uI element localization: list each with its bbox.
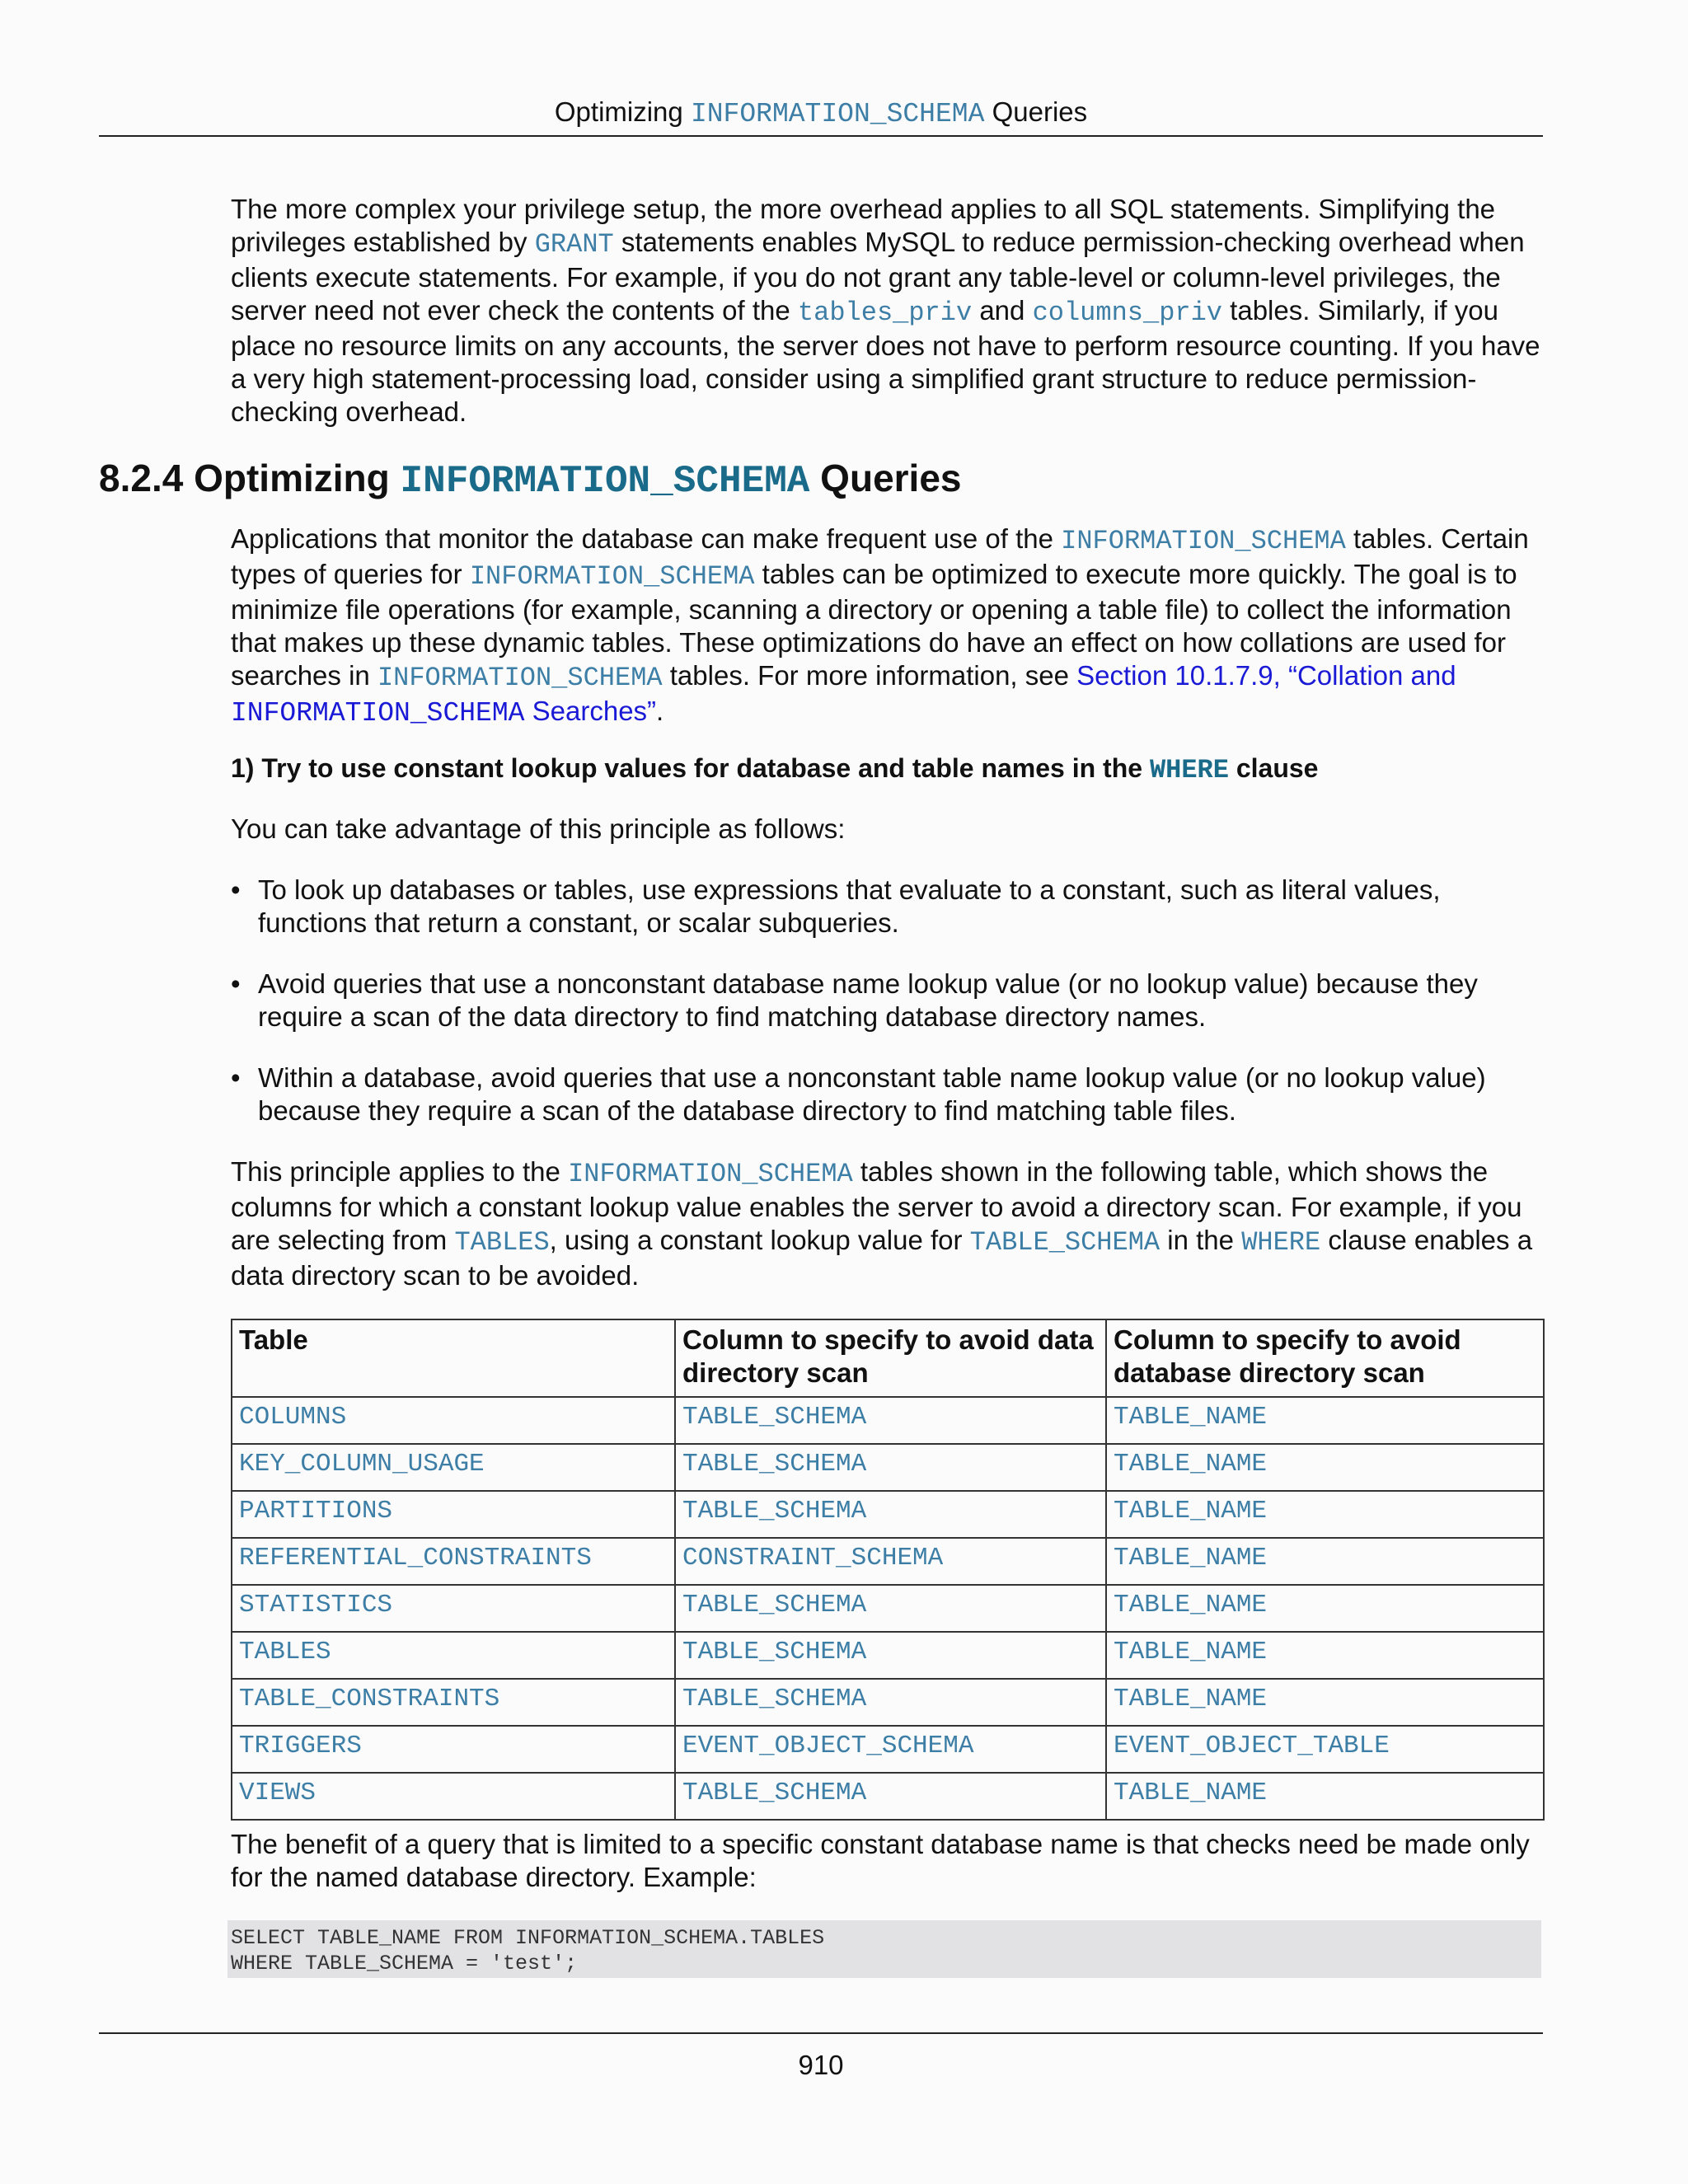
table-header-row [232,1319,1544,1397]
table-cell: PARTITIONS [232,1491,675,1538]
link-code: INFORMATION_SCHEMA [231,698,525,729]
running-header-post: Queries [984,96,1088,127]
intro-text-1: The more complex your privilege setup, the more overhead applies to all SQL statements. Simplifying the privileges established by [231,194,1496,257]
intro-text-3: and [972,295,1033,326]
table-row [232,1632,1544,1679]
code-where: WHERE [1149,755,1229,785]
table-cell: TABLE_SCHEMA [675,1773,1106,1820]
header-data-dir-column: Column to specify to avoid data directory scan [675,1319,1106,1397]
principle-list [231,874,1543,940]
table-row [232,1444,1544,1491]
para4-text-3: , using a constant lookup value for [549,1225,970,1255]
header-db-dir-column: Column to specify to avoid database directory scan [1106,1319,1544,1397]
principle-heading-post: clause [1228,753,1319,783]
page-number: 910 [798,2050,844,2080]
para2-text-4: tables. For more information, see [662,660,1077,691]
list-item [231,1062,1543,1127]
table-row [232,1397,1544,1444]
code-columns-priv: columns_priv [1032,298,1222,328]
table-cell: TRIGGERS [232,1726,675,1773]
table-cell: VIEWS [232,1773,675,1820]
list-item [231,874,1543,940]
intro-text-2: statements enables MySQL to reduce permission-checking overhead when clients execute statements. For example, if you do not grant any table-level or column-level privileges, the server need not ever check the contents of the [231,227,1525,326]
code-information-schema: INFORMATION_SCHEMA [1061,526,1346,556]
para2-text-3: tables can be optimized to execute more quickly. The goal is to minimize file operations (for example, scanning a directory or opening a table file) to collect the information that makes up these dynamic tables. These optimizations do have an effect on how collations are used for searches in [231,559,1517,691]
bullet-marker: • [231,968,241,999]
code-information-schema: INFORMATION_SCHEMA [377,663,663,693]
header-table: Table [232,1319,675,1397]
list-item-text: To look up databases or tables, use expressions that evaluate to a constant, such as literal values, functions that return a constant, or scalar subqueries. [258,874,1441,938]
section-heading [99,452,962,508]
para4-text-1: This principle applies to the [231,1156,569,1187]
section-heading-post: Queries [809,457,962,499]
running-header-pre: Optimizing [554,96,691,127]
table-cell: TABLE_SCHEMA [675,1632,1106,1679]
lookup-columns-table [231,1319,1545,1821]
table-cell: COLUMNS [232,1397,675,1444]
principle-heading-pre: 1) Try to use constant lookup values for database and table names in the [231,753,1150,783]
table-cell: TABLE_SCHEMA [675,1444,1106,1491]
intro-paragraph [231,193,1543,429]
benefit-paragraph: The benefit of a query that is limited to a specific constant database name is that checks need be made only for the named database directory. Example: [231,1829,1530,1892]
table-row [232,1585,1544,1632]
table-cell: TABLE_SCHEMA [675,1397,1106,1444]
list-item [231,968,1543,1033]
code-example: SELECT TABLE_NAME FROM INFORMATION_SCHEMA.TABLES WHERE TABLE_SCHEMA = 'test'; [227,1920,1541,1978]
list-item-text: Within a database, avoid queries that use a nonconstant table name lookup value (or no lookup value) because they require a scan of the database directory to find matching table files. [258,1062,1486,1126]
code-information-schema: INFORMATION_SCHEMA [568,1159,853,1189]
para4-text-4: in the [1160,1225,1242,1255]
para2-text-1: Applications that monitor the database can make frequent use of the [231,523,1062,554]
para4-text-5: clause enables a data directory scan to be avoided. [231,1225,1533,1291]
code-where: WHERE [1241,1227,1321,1258]
para2-text-5: . [656,696,664,726]
table-cell: TABLE_CONSTRAINTS [232,1679,675,1726]
para2-text-2: tables. Certain types of queries for [231,523,1529,589]
table-cell: TABLE_NAME [1106,1679,1544,1726]
table-cell: STATISTICS [232,1585,675,1632]
principle-intro: You can take advantage of this principle as follows: [231,813,846,844]
code-tables-priv: tables_priv [797,298,973,328]
table-cell: TABLE_SCHEMA [675,1679,1106,1726]
running-header [99,92,1543,134]
code-information-schema: INFORMATION_SCHEMA [469,561,755,592]
table-cell: REFERENTIAL_CONSTRAINTS [232,1538,675,1585]
para4-text-2: tables shown in the following table, which shows the columns for which a constant lookup value enables the server to avoid a directory scan. For example, if you are selecting from [231,1156,1522,1255]
list-item-text: Avoid queries that use a nonconstant database name lookup value (or no lookup value) because they require a scan of the data directory to find matching database directory names. [258,968,1478,1032]
table-cell: TABLE_NAME [1106,1773,1544,1820]
principle-list [231,968,1543,1033]
table-cell: TABLE_SCHEMA [675,1585,1106,1632]
code-table-schema: TABLE_SCHEMA [969,1227,1160,1258]
table-intro-paragraph [231,1155,1543,1292]
intro-text-4: tables. Similarly, if you place no resource limits on any accounts, the server does not have to perform resource counting. If you have a very high statement-processing load, consider using a simplified grant structure to reduce permission-checking overhead. [231,295,1540,427]
table-cell: TABLE_NAME [1106,1585,1544,1632]
table-cell: EVENT_OBJECT_SCHEMA [675,1726,1106,1773]
bullet-marker: • [231,1062,241,1093]
principle-heading [231,752,1543,787]
header-rule [99,135,1543,137]
code-grant: GRANT [534,229,614,260]
section-heading-code: INFORMATION_SCHEMA [400,460,810,503]
table-row [232,1679,1544,1726]
table-cell: EVENT_OBJECT_TABLE [1106,1726,1544,1773]
table-cell: TABLE_NAME [1106,1397,1544,1444]
table-row [232,1491,1544,1538]
link-text-post: Searches” [524,696,657,726]
table-row [232,1773,1544,1820]
monitoring-paragraph [231,523,1543,730]
running-header-code: INFORMATION_SCHEMA [690,99,985,129]
section-heading-pre: 8.2.4 Optimizing [99,457,401,499]
table-cell: TABLE_NAME [1106,1444,1544,1491]
bullet-marker: • [231,874,241,905]
table-row [232,1726,1544,1773]
table-cell: TABLE_SCHEMA [675,1491,1106,1538]
table-cell: TABLE_NAME [1106,1632,1544,1679]
table-cell: KEY_COLUMN_USAGE [232,1444,675,1491]
table-cell: TABLE_NAME [1106,1491,1544,1538]
link-text-pre: Section 10.1.7.9, “Collation and [1076,660,1456,691]
table-cell: TABLES [232,1632,675,1679]
table-cell: CONSTRAINT_SCHEMA [675,1538,1106,1585]
principle-list [231,1062,1543,1127]
footer-rule [99,2032,1543,2034]
code-tables: TABLES [454,1227,550,1258]
table-cell: TABLE_NAME [1106,1538,1544,1585]
table-row [232,1538,1544,1585]
